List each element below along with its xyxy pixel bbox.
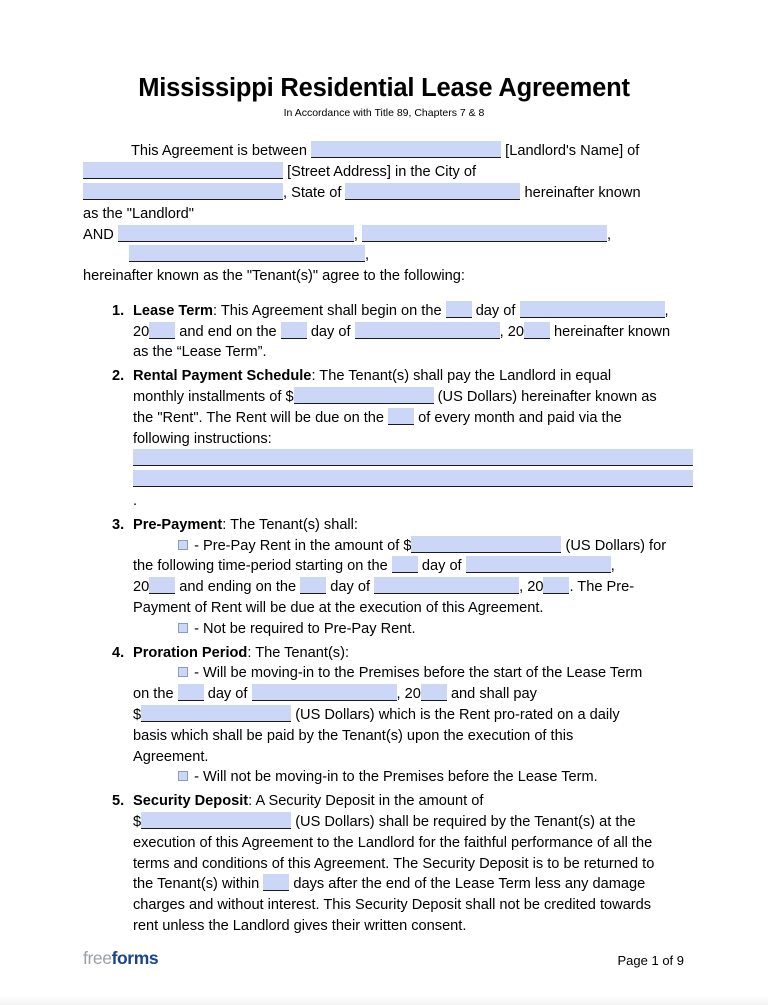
clause-3-opt1-text-a: - Pre-Pay Rent in the amount of $ <box>194 537 412 554</box>
tenant-name-field-1[interactable] <box>118 225 354 242</box>
clause-4-opt1-text-c: day of <box>207 686 248 703</box>
freeforms-logo[interactable] <box>83 950 158 968</box>
clause-3-opt2-text: - Not be required to Pre-Pay Rent. <box>194 620 416 637</box>
monthly-rent-amount-field[interactable] <box>294 387 434 404</box>
clause-2-text-4: the "Rent". The Rent will be due on the <box>133 409 385 426</box>
clause-2-text-3: (US Dollars) hereinafter known as <box>437 389 657 406</box>
proration-option-yes <box>133 663 642 684</box>
page-subtitle: In Accordance with Title 89, Chapters 7 & 8 <box>283 107 485 120</box>
clause-4-opt1-text-d: , 20 <box>396 686 421 703</box>
checkbox-icon[interactable] <box>178 540 188 550</box>
clause-3-opt1-text-g: and ending on the <box>179 579 297 596</box>
clause-1-text-5: and end on the <box>179 323 277 340</box>
clause-5-text-2: $ <box>133 814 142 831</box>
clause-1-title: Lease Term <box>133 302 214 319</box>
clause-4-opt1-text-b: on the <box>133 686 174 703</box>
street-address-field[interactable] <box>83 162 283 179</box>
clause-3-opt1-text-d: day of <box>421 558 462 575</box>
clause-lease-term <box>83 301 684 363</box>
lease-begin-year-field[interactable] <box>149 322 175 339</box>
prepay-end-day-field[interactable] <box>300 577 326 594</box>
clause-2-text-2: monthly installments of $ <box>133 389 294 406</box>
clause-1-text-6: day of <box>310 323 351 340</box>
clause-5-text-9: rent unless the Landlord gives their written consent. <box>133 918 467 934</box>
lease-end-day-field[interactable] <box>281 322 307 339</box>
intro-text-4: , State of <box>283 184 342 201</box>
clause-3-opt1-text-i: , 20 <box>519 579 544 596</box>
clause-4-title: Proration Period <box>133 644 248 661</box>
prepay-start-year-field[interactable] <box>149 577 175 594</box>
prepay-start-month-field[interactable] <box>466 556 611 573</box>
prepay-start-day-field[interactable] <box>392 556 418 573</box>
clause-4-opt1-text-h: basis which shall be paid by the Tenant(s) upon the execution of this <box>133 727 574 744</box>
clause-3-text-1: : The Tenant(s) shall: <box>222 516 358 533</box>
checkbox-icon[interactable] <box>178 667 188 677</box>
clause-4-opt1-text-a: - Will be moving-in to the Premises before the start of the Lease Term <box>194 665 643 682</box>
landlord-name-field[interactable] <box>311 141 501 158</box>
clause-5-text-4: execution of this Agreement to the Landlord for the faithful performance of all the <box>133 834 653 851</box>
clause-1-text-4: 20 <box>133 323 150 340</box>
clause-5-text-6: the Tenant(s) within <box>133 876 260 893</box>
clause-2-text-6: following instructions: <box>133 430 272 447</box>
proration-moving-day-field[interactable] <box>178 684 204 701</box>
clause-2-text-5: of every month and paid via the <box>418 409 622 426</box>
intro-text-10: , <box>365 247 370 264</box>
prepay-amount-field[interactable] <box>411 536 561 553</box>
proration-option-no <box>133 767 598 788</box>
document-body <box>0 141 768 936</box>
proration-moving-year-field[interactable] <box>421 684 447 701</box>
intro-text-3: [Street Address] in the City of <box>287 164 477 181</box>
clause-pre-payment <box>83 515 684 640</box>
clause-4-opt1-text-f: $ <box>133 707 142 724</box>
lease-end-month-field[interactable] <box>355 322 500 339</box>
clause-2-title: Rental Payment Schedule <box>133 368 312 385</box>
city-field[interactable] <box>83 183 283 200</box>
page-footer <box>83 950 684 968</box>
security-deposit-amount-field[interactable] <box>141 812 291 829</box>
clause-3-opt1-text-f: 20 <box>133 579 150 596</box>
payment-instructions-line-1[interactable] <box>133 449 693 466</box>
clause-3-opt1-text-k: Payment of Rent will be due at the execution of this Agreement. <box>133 600 544 617</box>
intro-text-9: , <box>607 226 612 243</box>
clause-2-text-7: . <box>133 493 138 510</box>
clause-5-text-1: : A Security Deposit in the amount of <box>248 793 484 810</box>
tenant-name-field-3[interactable] <box>129 245 365 262</box>
deposit-return-days-field[interactable] <box>263 874 289 891</box>
intro-text-1: This Agreement is between <box>131 143 308 160</box>
clause-rental-payment-schedule <box>83 366 684 512</box>
clause-4-opt1-text-g: (US Dollars) which is the Rent pro-rated on a daily <box>295 707 620 724</box>
prepay-end-year-field[interactable] <box>543 577 569 594</box>
clause-list <box>83 301 684 937</box>
intro-text-7: AND <box>83 226 114 243</box>
tenant-name-field-2[interactable] <box>362 225 607 242</box>
clause-2-text-1: : The Tenant(s) shall pay the Landlord in equal <box>311 368 612 385</box>
prepay-end-month-field[interactable] <box>374 577 519 594</box>
clause-4-opt1-text-e: and shall pay <box>450 686 537 703</box>
clause-5-text-8: charges and without interest. This Security Deposit shall not be credited towards <box>133 897 652 914</box>
prepay-option-no <box>133 619 416 640</box>
clause-4-opt1-text-i: Agreement. <box>133 748 209 765</box>
intro-text-5: hereinafter known <box>524 184 641 201</box>
clause-4-opt2-text: - Will not be moving-in to the Premises before the Lease Term. <box>194 769 598 786</box>
clause-3-opt1-text-j: . The Pre- <box>569 579 635 596</box>
clause-4-text-1: : The Tenant(s): <box>247 644 350 661</box>
intro-text-6: as the "Landlord" <box>83 205 194 222</box>
page-number: Page 1 of 9 <box>617 952 684 968</box>
clause-3-opt1-text-h: day of <box>330 579 371 596</box>
lease-begin-month-field[interactable] <box>520 301 665 318</box>
page-title: Mississippi Residential Lease Agreement <box>138 74 630 102</box>
intro-paragraph <box>83 141 684 287</box>
prorated-rent-amount-field[interactable] <box>141 705 291 722</box>
checkbox-icon[interactable] <box>178 771 188 781</box>
intro-text-2: [Landlord's Name] of <box>505 143 640 160</box>
clause-3-opt1-text-e: , <box>610 558 615 575</box>
intro-text-11: hereinafter known as the "Tenant(s)" agree to the following: <box>83 268 465 285</box>
logo-text-forms: forms <box>111 948 159 968</box>
clause-3-opt1-text-b: (US Dollars) for <box>565 537 667 554</box>
payment-instructions-line-2[interactable] <box>133 470 693 487</box>
proration-moving-month-field[interactable] <box>252 684 397 701</box>
intro-text-8: , <box>353 226 358 243</box>
clause-1-text-2: day of <box>475 302 516 319</box>
clause-1-text-8: hereinafter known <box>554 323 671 340</box>
clause-1-text-1: : This Agreement shall begin on the <box>213 302 442 319</box>
lease-end-year-field[interactable] <box>524 322 550 339</box>
rent-due-day-field[interactable] <box>388 408 414 425</box>
prepay-option-yes <box>133 536 666 557</box>
logo-text-free: free <box>83 948 112 968</box>
clause-5-title: Security Deposit <box>133 793 249 810</box>
clause-1-text-7: , 20 <box>499 323 524 340</box>
page-bottom-edge <box>0 995 768 1005</box>
clause-3-title: Pre-Payment <box>133 516 223 533</box>
clause-1-text-3: , <box>664 302 669 319</box>
clause-5-text-3: (US Dollars) shall be required by the Tenant(s) at the <box>295 814 636 831</box>
clause-5-text-5: terms and conditions of this Agreement. The Security Deposit is to be returned to <box>133 855 655 872</box>
clause-5-text-7: days after the end of the Lease Term less any damage <box>293 876 646 893</box>
clause-security-deposit <box>83 791 684 937</box>
title-block <box>0 0 768 119</box>
checkbox-icon[interactable] <box>178 623 188 633</box>
clause-3-opt1-text-c: the following time-period starting on the <box>133 558 388 575</box>
clause-proration-period <box>83 643 684 789</box>
clause-1-text-9: as the “Lease Term”. <box>133 344 267 361</box>
lease-begin-day-field[interactable] <box>446 301 472 318</box>
state-field[interactable] <box>345 183 520 200</box>
